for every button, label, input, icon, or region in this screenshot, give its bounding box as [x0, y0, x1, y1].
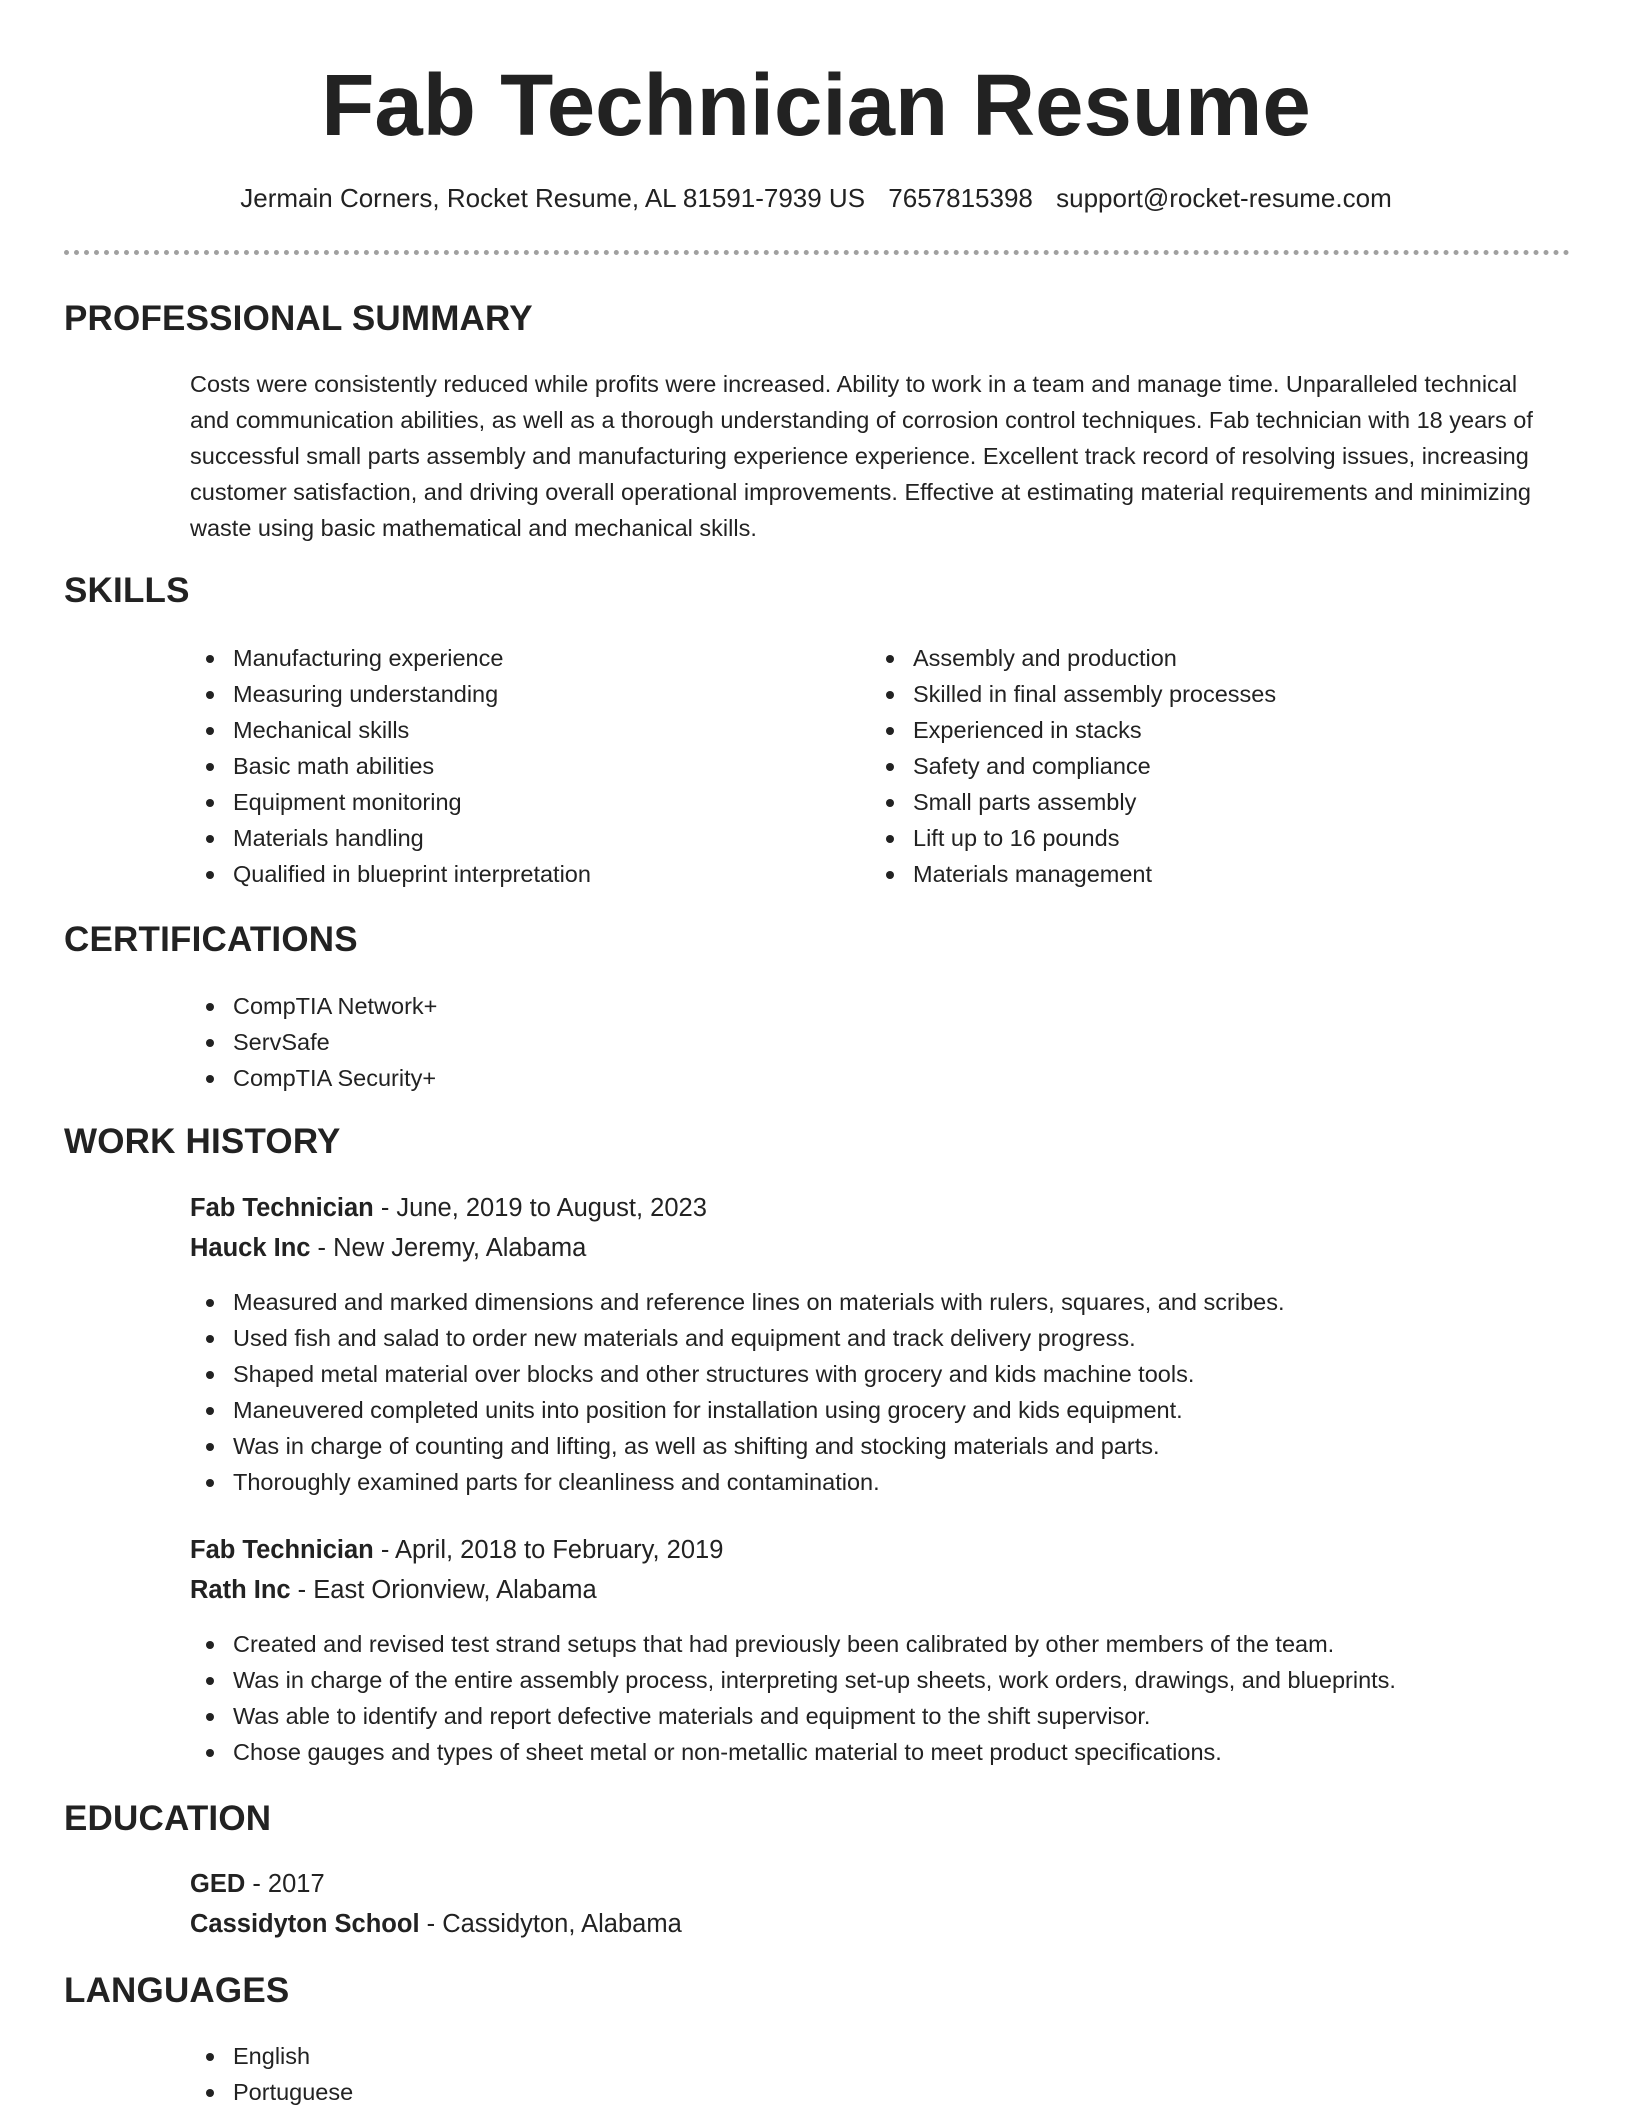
bullet-icon: [206, 1713, 214, 1721]
bullet-icon: [206, 1039, 214, 1047]
duty-item: Created and revised test strand setups that had previously been calibrated by other members of the team.: [190, 1626, 1396, 1662]
education-heading: EDUCATION: [64, 1799, 272, 1838]
summary-text: Costs were consistently reduced while profits were increased. Ability to work in a team and manage time. Unparalleled technical and communication abilities, as well as a thorough understanding of corrosion control techniques. Fab technician with 18 years of successful small parts assembly and manufacturing experience experience. Excellent track record of resolving issues, increasing customer satisfaction, and driving overall operational improvements. Effective at estimating material requirements and minimizing waste using basic mathematical and mechanical skills.: [190, 371, 1533, 541]
job-title: Fab Technician: [190, 1536, 374, 1564]
languages-list: [190, 2038, 353, 2110]
bullet-icon: [886, 691, 894, 699]
work-history-heading: WORK HISTORY: [64, 1122, 341, 1161]
duty-item: Was in charge of the entire assembly process, interpreting set-up sheets, work orders, drawings, and blueprints.: [190, 1662, 1396, 1698]
skill-item: Measuring understanding: [190, 676, 591, 712]
bullet-icon: [206, 691, 214, 699]
duty-item: Measured and marked dimensions and reference lines on materials with rulers, squares, and scribes.: [190, 1284, 1285, 1320]
duty-item: Thoroughly examined parts for cleanliness and contamination.: [190, 1464, 1285, 1500]
contact-address: Jermain Corners, Rocket Resume, AL 81591-7939 US: [240, 183, 866, 213]
languages-heading: LANGUAGES: [64, 1971, 290, 2010]
bullet-icon: [206, 1749, 214, 1757]
language-item: Portuguese: [190, 2074, 353, 2110]
job-location: - East Orionview, Alabama: [290, 1576, 597, 1604]
bullet-icon: [206, 1075, 214, 1083]
certification-item: CompTIA Network+: [190, 988, 437, 1024]
education-year: - 2017: [245, 1870, 325, 1898]
language-item: English: [190, 2038, 353, 2074]
certification-item: ServSafe: [190, 1024, 437, 1060]
bullet-icon: [206, 763, 214, 771]
job-company: Rath Inc: [190, 1576, 291, 1604]
education-location: - Cassidyton, Alabama: [419, 1910, 682, 1938]
job-company-line: [190, 1230, 586, 1266]
job-title-line: [190, 1532, 723, 1568]
header-divider: [64, 250, 1570, 255]
bullet-icon: [206, 2053, 214, 2061]
certifications-heading: CERTIFICATIONS: [64, 920, 358, 959]
skill-item: Lift up to 16 pounds: [870, 820, 1276, 856]
job-company-line: [190, 1572, 597, 1608]
bullet-icon: [206, 2089, 214, 2097]
bullet-icon: [206, 655, 214, 663]
duty-item: Chose gauges and types of sheet metal or non-metallic material to meet product specifications.: [190, 1734, 1396, 1770]
skill-item: Materials handling: [190, 820, 591, 856]
bullet-icon: [206, 1641, 214, 1649]
skill-item: Skilled in final assembly processes: [870, 676, 1276, 712]
job-title-line: [190, 1190, 707, 1226]
job-title: Fab Technician: [190, 1194, 374, 1222]
bullet-icon: [206, 1003, 214, 1011]
job-company: Hauck Inc: [190, 1234, 311, 1262]
skill-item: Qualified in blueprint interpretation: [190, 856, 591, 892]
duty-item: Maneuvered completed units into position for installation using grocery and kids equipment.: [190, 1392, 1285, 1428]
skill-item: Safety and compliance: [870, 748, 1276, 784]
duty-item: Used fish and salad to order new materials and equipment and track delivery progress.: [190, 1320, 1285, 1356]
skill-item: Materials management: [870, 856, 1276, 892]
job-duties-list: [190, 1626, 1396, 1770]
bullet-icon: [206, 1443, 214, 1451]
certifications-list: [190, 988, 437, 1096]
skill-item: Experienced in stacks: [870, 712, 1276, 748]
contact-line: [0, 180, 1632, 216]
bullet-icon: [206, 871, 214, 879]
bullet-icon: [886, 871, 894, 879]
skill-item: Small parts assembly: [870, 784, 1276, 820]
skill-item: Manufacturing experience: [190, 640, 591, 676]
certification-item: CompTIA Security+: [190, 1060, 437, 1096]
bullet-icon: [886, 799, 894, 807]
duty-item: Was able to identify and report defective materials and equipment to the shift supervisor.: [190, 1698, 1396, 1734]
duty-item: Was in charge of counting and lifting, as well as shifting and stocking materials and parts.: [190, 1428, 1285, 1464]
skills-list-right: [870, 640, 1276, 892]
job-dates: - June, 2019 to August, 2023: [373, 1194, 707, 1222]
bullet-icon: [206, 1335, 214, 1343]
bullet-icon: [206, 1479, 214, 1487]
bullet-icon: [886, 655, 894, 663]
job-location: - New Jeremy, Alabama: [310, 1234, 587, 1262]
bullet-icon: [206, 727, 214, 735]
skill-item: Basic math abilities: [190, 748, 591, 784]
skill-item: Mechanical skills: [190, 712, 591, 748]
education-school-line: [190, 1906, 682, 1942]
bullet-icon: [206, 799, 214, 807]
skills-heading: SKILLS: [64, 571, 190, 610]
contact-phone: 7657815398: [888, 183, 1033, 213]
education-degree: GED: [190, 1870, 246, 1898]
job-dates: - April, 2018 to February, 2019: [373, 1536, 724, 1564]
bullet-icon: [886, 835, 894, 843]
bullet-icon: [206, 1299, 214, 1307]
bullet-icon: [886, 727, 894, 735]
education-degree-line: [190, 1866, 325, 1902]
bullet-icon: [206, 1677, 214, 1685]
resume-title: Fab Technician Resume: [321, 57, 1311, 154]
bullet-icon: [886, 763, 894, 771]
skill-item: Equipment monitoring: [190, 784, 591, 820]
duty-item: Shaped metal material over blocks and other structures with grocery and kids machine tools.: [190, 1356, 1285, 1392]
bullet-icon: [206, 1407, 214, 1415]
skills-list-left: [190, 640, 591, 892]
bullet-icon: [206, 835, 214, 843]
contact-email: support@rocket-resume.com: [1056, 183, 1392, 213]
job-duties-list: [190, 1284, 1285, 1500]
skill-item: Assembly and production: [870, 640, 1276, 676]
summary-heading: PROFESSIONAL SUMMARY: [64, 299, 533, 338]
education-school: Cassidyton School: [190, 1910, 420, 1938]
bullet-icon: [206, 1371, 214, 1379]
